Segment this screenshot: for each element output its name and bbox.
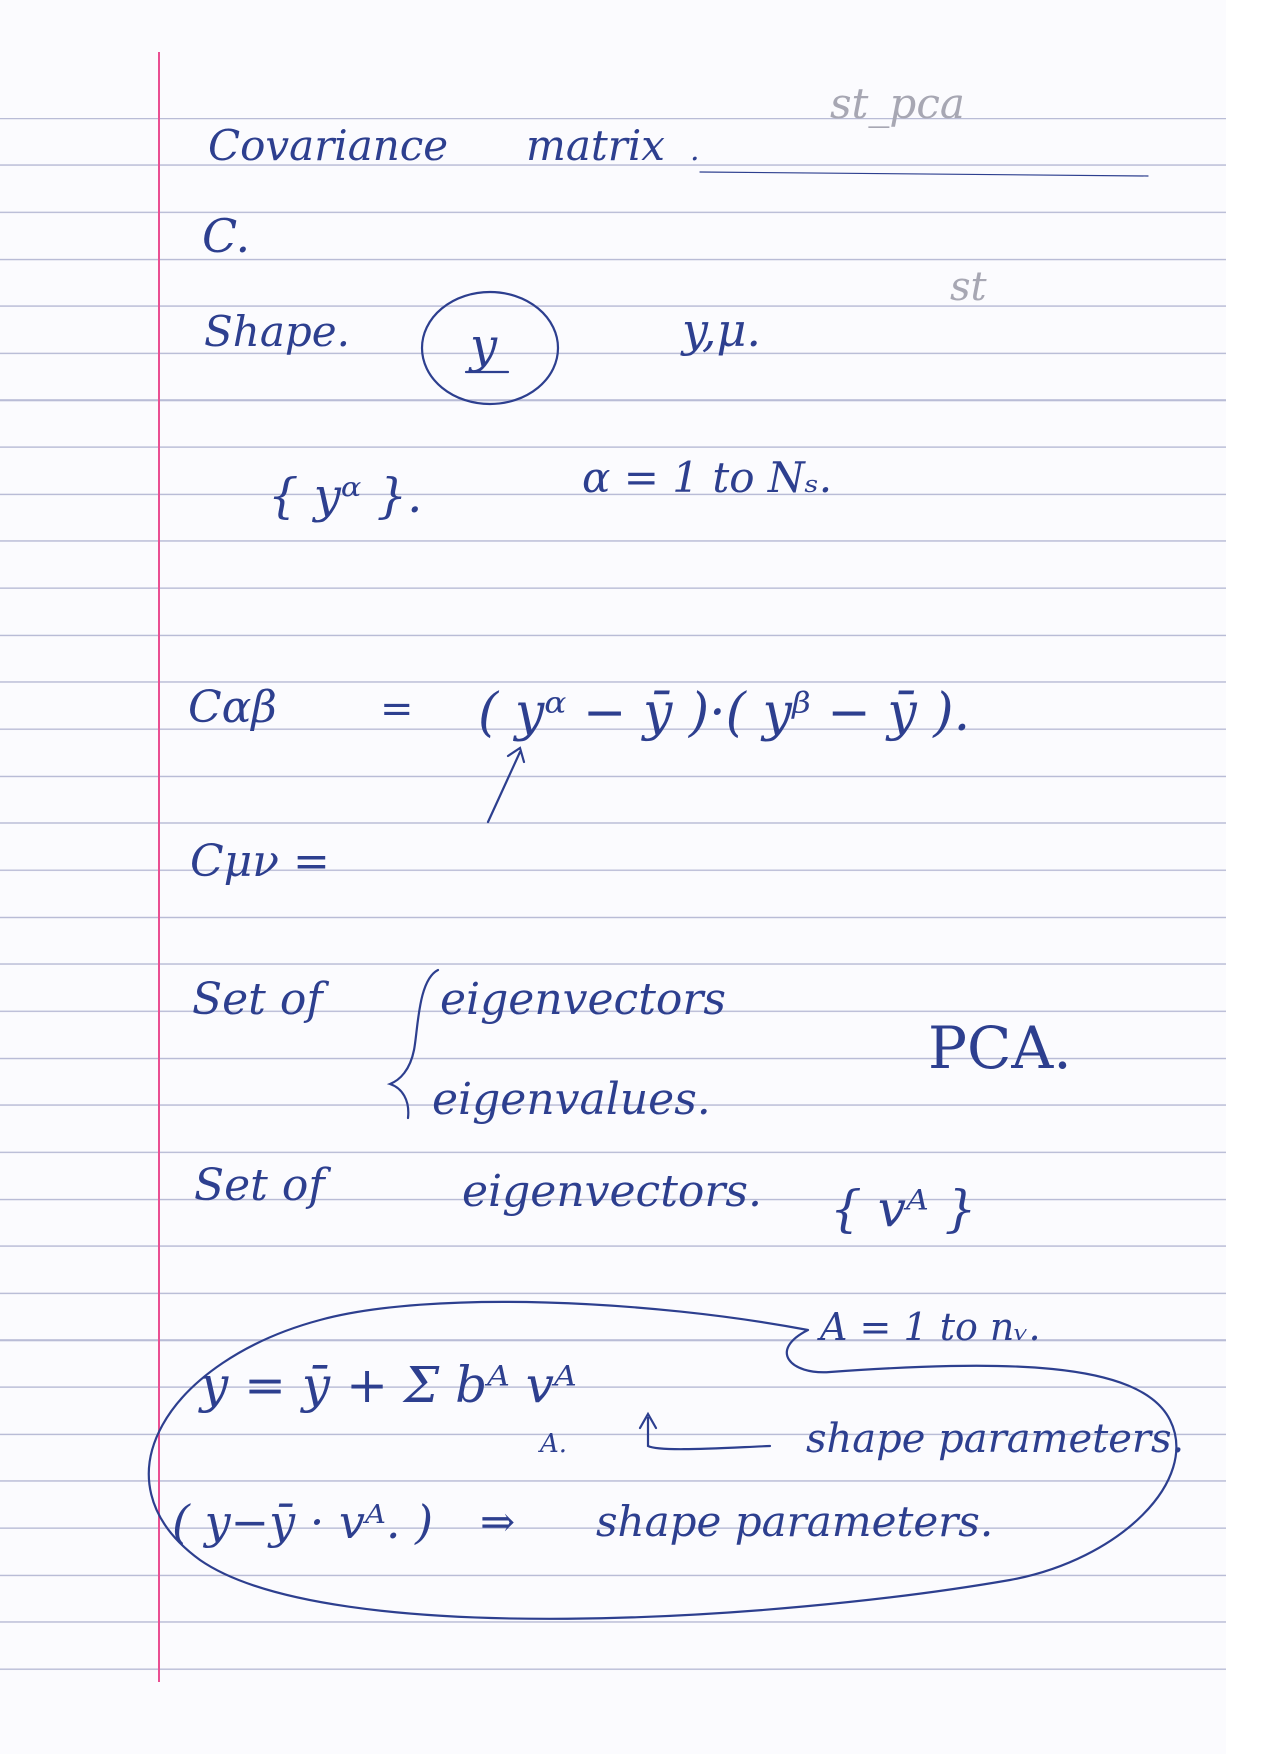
shape-parameters-note: shape parameters. (806, 1416, 1185, 1462)
covariance-expression: ( yᵅ − ȳ )·( yᵝ − ȳ ). (478, 683, 971, 743)
sum-subscript: A. (540, 1429, 568, 1459)
alpha-range: α = 1 to Nₛ. (582, 453, 833, 502)
heading-covariance: Covariance (208, 121, 449, 170)
set-of-label-2: Set of (194, 1160, 325, 1211)
projection-expression: ( y−ȳ · vᴬ. ) (172, 1495, 434, 1549)
pencil-note-mid: st (950, 264, 987, 310)
equals-sign: = (380, 686, 414, 732)
pencil-note-top: st_pca (830, 79, 965, 128)
curly-brace-icon (390, 970, 438, 1118)
label-shape: Shape. (204, 307, 350, 356)
heading-period: . (690, 133, 700, 168)
c-mu-nu: Cμν = (190, 836, 330, 887)
underline (700, 172, 1148, 176)
implies-arrow: ⇒ (480, 1497, 516, 1546)
word-eigenvalues: eigenvalues. (432, 1074, 711, 1125)
word-eigenvectors: eigenvectors (440, 974, 726, 1025)
shape-set: { yᵅ }. (268, 468, 423, 524)
pointer-arrow-icon (640, 1414, 770, 1449)
c-alpha-beta: Cαβ (188, 682, 277, 733)
arrow-icon (488, 748, 524, 822)
shape-parameters-result: shape parameters. (596, 1497, 994, 1546)
word-eigenvectors-2: eigenvectors. (462, 1166, 762, 1217)
pca-equation: y = ȳ + Σ bᴬ vᴬ (200, 1356, 577, 1414)
eigenvector-set: { vᴬ } (830, 1180, 977, 1238)
y-mu: y,μ. (682, 303, 762, 357)
symbol-c: C. (202, 209, 251, 263)
pca-label: PCA. (928, 1014, 1072, 1082)
a-range: A = 1 to nᵥ. (820, 1305, 1041, 1349)
circled-y: y (470, 318, 498, 374)
set-of-label-1: Set of (192, 974, 323, 1025)
heading-matrix: matrix (526, 121, 665, 170)
